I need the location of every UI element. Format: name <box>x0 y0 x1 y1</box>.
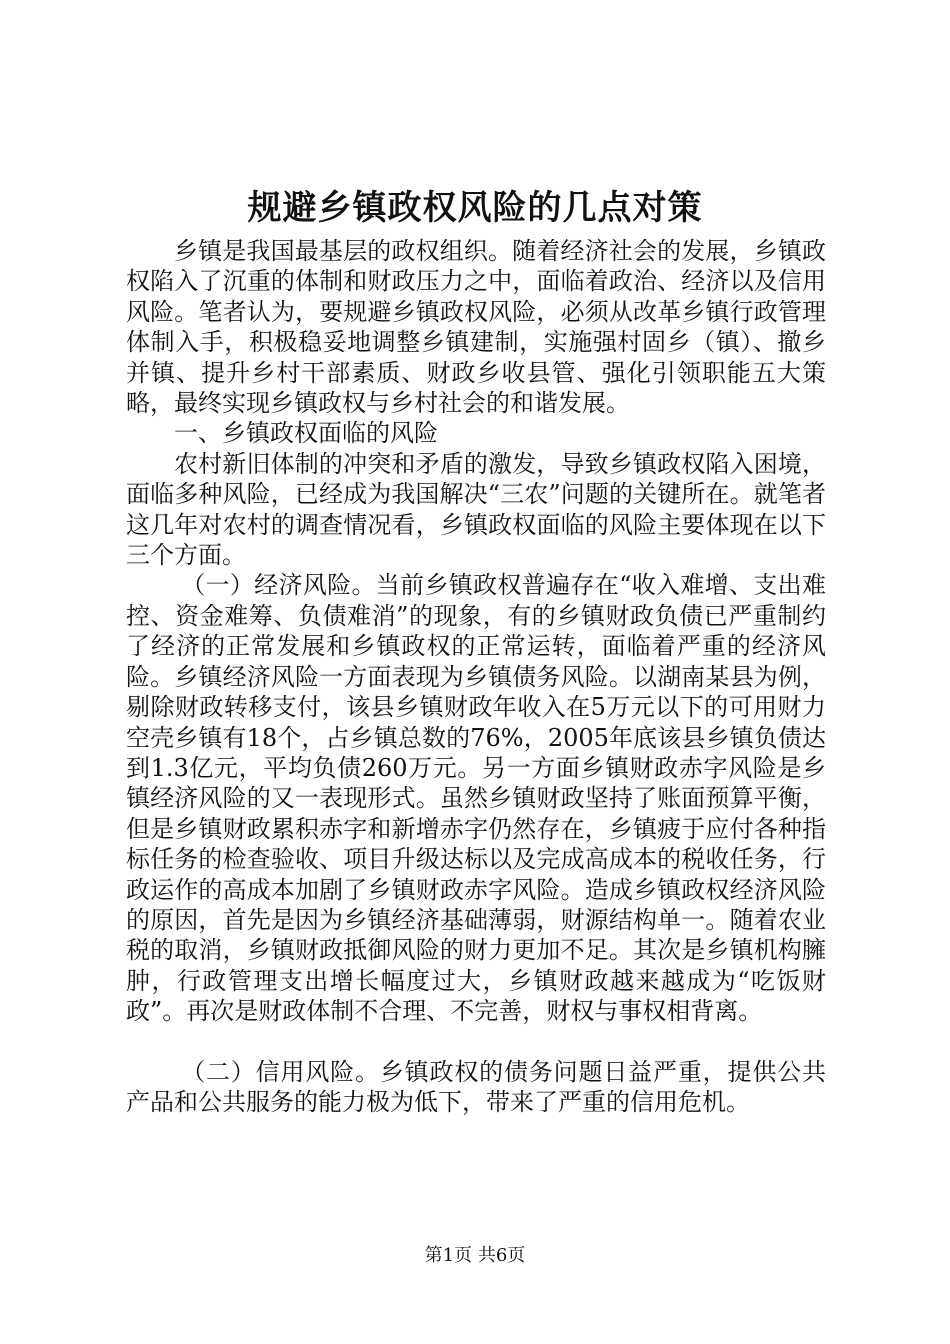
page-number: 第1页 共6页 <box>424 1245 526 1266</box>
section-intro-paragraph: 农村新旧体制的冲突和矛盾的激发，导致乡镇政权陷入困境，面临多种风险，已经成为我国解决“三农”问题的关键所在。就笔者这几年对农村的调查情况看，乡镇政权面临的风险主要体现在以下三个方面。 <box>126 449 826 570</box>
document-body <box>126 236 826 1117</box>
section-heading: 一、乡镇政权面临的风险 <box>174 419 438 448</box>
intro-paragraph: 乡镇是我国最基层的政权组织。随着经济社会的发展，乡镇政权陷入了沉重的体制和财政压力之中，面临着政治、经济以及信用风险。笔者认为，要规避乡镇政权风险，必须从改革乡镇行政管理体制入手，积极稳妥地调整乡镇建制，实施强村固乡（镇）、撤乡并镇、提升乡村干部素质、财政乡收县管、强化引领职能五大策略，最终实现乡镇政权与乡村社会的和谐发展。 <box>126 237 826 418</box>
document-title: 规避乡镇政权风险的几点对策 <box>247 188 703 228</box>
economic-risk-paragraph: （一）经济风险。当前乡镇政权普遍存在“收入难增、支出难控、资金难筹、负债难消”的现象，有的乡镇财政负债已严重制约了经济的正常发展和乡镇政权的正常运转，面临着严重的经济风险。乡镇经济风险一方面表现为乡镇债务风险。以湖南某县为例，剔除财政转移支付，该县乡镇财政年收入在5万元以下的可用财力空壳乡镇有18个，占乡镇总数的76%，2005年底该县乡镇负债达到1.3亿元，平均负债260万元。另一方面乡镇财政赤字风险是乡镇经济风险的又一表现形式。虽然乡镇财政坚持了账面预算平衡，但是乡镇财政累积赤字和新增赤字仍然存在，乡镇疲于应付各种指标任务的检查验收、项目升级达标以及完成高成本的税收任务，行政运作的高成本加剧了乡镇财政赤字风险。造成乡镇政权经济风险的原因，首先是因为乡镇经济基础薄弱，财源结构单一。随着农业税的取消，乡镇财政抵御风险的财力更加不足。其次是乡镇机构臃肿，行政管理支出增长幅度过大，乡镇财政越来越成为“吃饭财政”。再次是财政体制不合理、不完善，财权与事权相背离。 <box>126 571 826 1026</box>
credit-risk-paragraph: （二）信用风险。乡镇政权的债务问题日益严重，提供公共产品和公共服务的能力极为低下，带来了严重的信用危机。 <box>126 1057 826 1116</box>
